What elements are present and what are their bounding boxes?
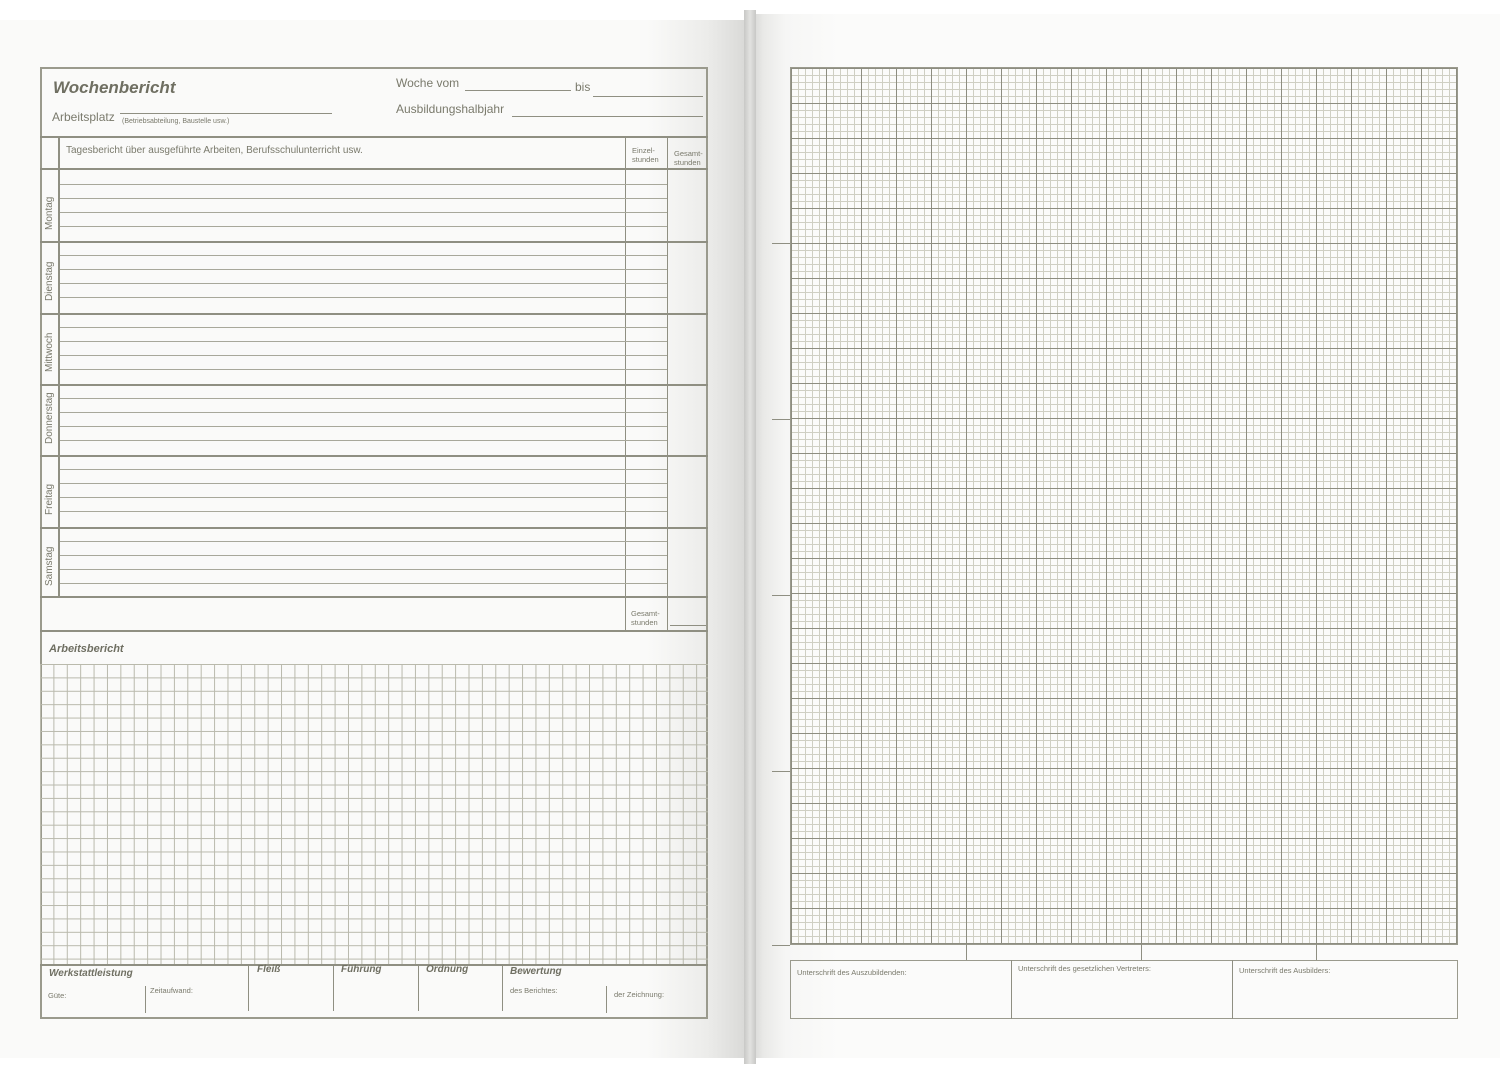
punch-mark <box>772 595 790 596</box>
week-from-label: Woche vom <box>396 76 460 90</box>
writing-line[interactable] <box>60 541 667 542</box>
table-header-text: Tagesbericht über ausgeführte Arbeiten, Berufsschulunterricht usw. <box>66 145 363 156</box>
trainee-signature-label: Unterschrift des Auszubildenden: <box>797 968 907 977</box>
week-to-field[interactable] <box>593 96 703 97</box>
day-separator <box>40 527 708 529</box>
day-separator <box>40 455 708 457</box>
writing-line[interactable] <box>60 483 667 484</box>
table-top-rule <box>40 136 708 138</box>
writing-line[interactable] <box>60 212 667 213</box>
signature-tick <box>1316 944 1317 960</box>
writing-line[interactable] <box>60 583 667 584</box>
writing-line[interactable] <box>60 327 667 328</box>
day-separator <box>40 384 708 386</box>
evaluation-divider <box>333 964 334 1011</box>
writing-line[interactable] <box>60 555 667 556</box>
semester-label: Ausbildungshalbjahr <box>396 102 505 116</box>
drawing-rating-label: der Zeichnung: <box>614 990 665 999</box>
writing-line[interactable] <box>60 283 667 284</box>
weekly-total-hours-label: Gesamt- stunden <box>631 609 660 627</box>
conduct-label: Führung <box>341 964 382 975</box>
signature-divider <box>1232 960 1233 1019</box>
table-bottom-rule <box>40 596 708 598</box>
graph-paper[interactable] <box>790 67 1458 945</box>
trainer-signature-label: Unterschrift des Ausbilders: <box>1239 966 1331 975</box>
guardian-signature-label: Unterschrift des gesetzlichen Vertreters: <box>1018 964 1151 973</box>
evaluation-divider <box>606 986 607 1013</box>
workshop-performance-label: Werkstattleistung <box>49 968 133 979</box>
writing-line[interactable] <box>60 226 667 227</box>
punch-mark <box>772 945 790 946</box>
evaluation-divider <box>145 986 146 1013</box>
writing-line[interactable] <box>60 511 667 512</box>
evaluation-divider <box>502 964 503 1011</box>
day-label: Mittwoch <box>44 332 55 373</box>
punch-mark <box>772 243 790 244</box>
writing-line[interactable] <box>60 569 667 570</box>
evaluation-divider <box>418 964 419 1011</box>
punch-mark <box>772 771 790 772</box>
workplace-label: Arbeitsplatz <box>52 110 115 124</box>
writing-line[interactable] <box>60 369 667 370</box>
quality-label: Güte: <box>48 991 67 1000</box>
day-label: Montag <box>44 196 55 230</box>
book-gutter <box>744 10 756 1064</box>
work-report-grid[interactable] <box>40 664 708 964</box>
workplace-hint: (Betriebsabteilung, Baustelle usw.) <box>122 118 230 125</box>
writing-line[interactable] <box>60 469 667 470</box>
day-separator <box>40 313 708 315</box>
writing-line[interactable] <box>60 440 667 441</box>
report-rating-label: des Berichtes: <box>510 986 558 995</box>
time-label: Zeitaufwand: <box>150 986 193 995</box>
rating-label: Bewertung <box>510 966 562 977</box>
table-header-rule <box>40 168 708 170</box>
signature-tick <box>966 944 967 960</box>
semester-field[interactable] <box>512 116 703 117</box>
form-title: Wochenbericht <box>53 78 176 97</box>
day-label: Dienstag <box>44 261 55 301</box>
day-label: Freitag <box>44 483 55 515</box>
weekly-total-hours-field[interactable] <box>670 625 706 626</box>
week-from-field[interactable] <box>465 90 571 91</box>
signature-tick <box>1141 944 1142 960</box>
writing-line[interactable] <box>60 269 667 270</box>
week-to-label: bis <box>575 80 591 94</box>
punch-mark <box>772 419 790 420</box>
table-footer-rule <box>40 630 708 632</box>
writing-line[interactable] <box>60 426 667 427</box>
evaluation-divider <box>248 964 249 1011</box>
day-label: Donnerstag <box>44 391 55 444</box>
day-separator <box>40 241 708 243</box>
order-label: Ordnung <box>426 964 469 975</box>
writing-line[interactable] <box>60 355 667 356</box>
work-report-title: Arbeitsbericht <box>49 643 124 655</box>
writing-line[interactable] <box>60 255 667 256</box>
single-hours-header: Einzel- stunden <box>632 146 659 164</box>
day-label: Samstag <box>44 546 55 587</box>
workplace-field[interactable] <box>120 113 332 114</box>
signature-divider <box>1011 960 1012 1019</box>
diligence-label: Fleiß <box>257 964 281 975</box>
writing-line[interactable] <box>60 412 667 413</box>
writing-line[interactable] <box>60 198 667 199</box>
writing-line[interactable] <box>60 398 667 399</box>
writing-line[interactable] <box>60 497 667 498</box>
writing-line[interactable] <box>60 341 667 342</box>
total-hours-header: Gesamt- stunden <box>674 149 703 167</box>
writing-line[interactable] <box>60 184 667 185</box>
writing-line[interactable] <box>60 297 667 298</box>
